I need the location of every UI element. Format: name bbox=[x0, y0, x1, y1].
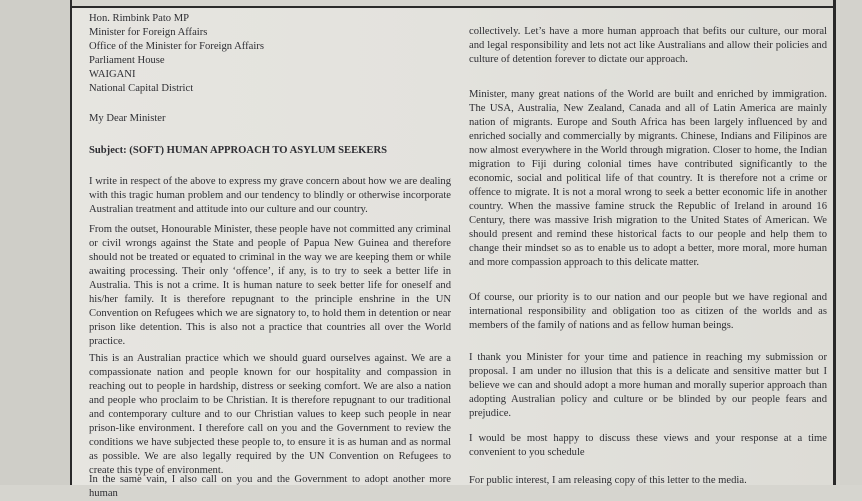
body-paragraph: Minister, many great nations of the World are built and enriched by immigration. The USA, Australia, New Zealand, Canada and all of Latin America are mainly nation of migrants. Europe and South Africa has been largely influenced by and enriched socially and commercially by migrants. Chinese, Indians and Filipinos are now almost everywhere in the World through migration. Closer to home, the Indian migration to Fiji during colonial times have contributed significantly to the economic, social and political life of that country. It is therefore not a crime or offence to migrate. It is not a moral wrong to seek a better economic life in another country. When the massive famine struck the Republic of Ireland in around 16 Century, there was massive Irish migration to the United States of American. We should present and remind these historical facts to our people and help them to change their mindset so as to enable us to adopt a better, more moral, more human and more compassion approach to this delicate matter. bbox=[469, 89, 827, 268]
address-line: Minister for Foreign Affairs bbox=[89, 27, 208, 38]
background-right bbox=[840, 0, 862, 485]
address-line: Hon. Rimbink Pato MP bbox=[89, 13, 190, 24]
body-paragraph: I thank you Minister for your time and patience in reaching my submission or proposal. I am under no illusion that this is a delicate and sensitive matter but I believe we can and should adopt a more human and morally superior approach than adopting Australian policy and culture or be blinded by our people fears and prejudice. bbox=[469, 352, 827, 419]
subject-line: Subject: (SOFT) HUMAN APPROACH TO ASYLUM SEEKERS bbox=[89, 145, 388, 156]
background-left bbox=[0, 0, 70, 485]
body-paragraph: collectively. Let’s have a more human approach that befits our culture, our moral and legal responsibility and lets not act like Australians and allow their policies and culture of detention forever to dictate our approach. bbox=[469, 26, 827, 65]
body-paragraph: For public interest, I am releasing copy of this letter to the media. bbox=[469, 475, 747, 486]
address-line: National Capital District bbox=[89, 83, 194, 94]
body-paragraph: This is an Australian practice which we should guard ourselves against. We are a compassionate nation and people known for our hospitality and compassion in reaching out to people in hardship, distress or seeking comfort. We are also a nation and people who proclaim to be Christian. It is therefore repugnant to our traditional and contemporary culture and to our Christian values to keep such people in near prison-like environment. I therefore call on you and the Government to review the conditions we have subjected these people to, to ensure it is as human and as normal as possible. We are also legally required by the UN Convention on Refugees to create this type of environment. bbox=[89, 353, 451, 476]
address-line: Office of the Minister for Foreign Affairs bbox=[89, 41, 264, 52]
address-line: Parliament House bbox=[89, 55, 165, 66]
body-paragraph: I would be most happy to discuss these views and your response at a time convenient to you schedule bbox=[469, 433, 827, 458]
recipient-address bbox=[89, 12, 264, 96]
body-paragraph: In the same vain, I also call on you and the Government to adopt another more human bbox=[89, 474, 451, 499]
body-paragraph: I write in respect of the above to express my grave concern about how we are dealing with this tragic human problem and our tendency to blindly or otherwise incorporate Australian treatment and attitude into our culture and our country. bbox=[89, 176, 451, 215]
page-border-left bbox=[70, 0, 72, 485]
body-paragraph: Of course, our priority is to our nation and our people but we have regional and international responsibility and obligation too as citizen of the worlds and as members of the family of nations and as fellow human beings. bbox=[469, 292, 827, 331]
letter-page bbox=[72, 8, 833, 499]
salutation: My Dear Minister bbox=[89, 113, 166, 124]
page-border-right bbox=[833, 0, 836, 485]
body-paragraph: From the outset, Honourable Minister, these people have not committed any criminal or civil wrongs against the State and people of Papua New Guinea and therefore should not be treated or equated to criminal in the way we are keeping them or while awaiting processing. Their only ‘offence’, if any, is to try to seek a better life in Australia. This is not a crime. It is human nature to seek better life for oneself and his/her family. It is therefore repugnant to the principle enshrine in the UN Convention on Refugees which we are signatory to, to hold them in detention or near prison like detention. This is also not a practice that countries all over the World practice. bbox=[89, 224, 451, 347]
page-border-top bbox=[70, 6, 836, 8]
address-line: WAIGANI bbox=[89, 69, 136, 80]
